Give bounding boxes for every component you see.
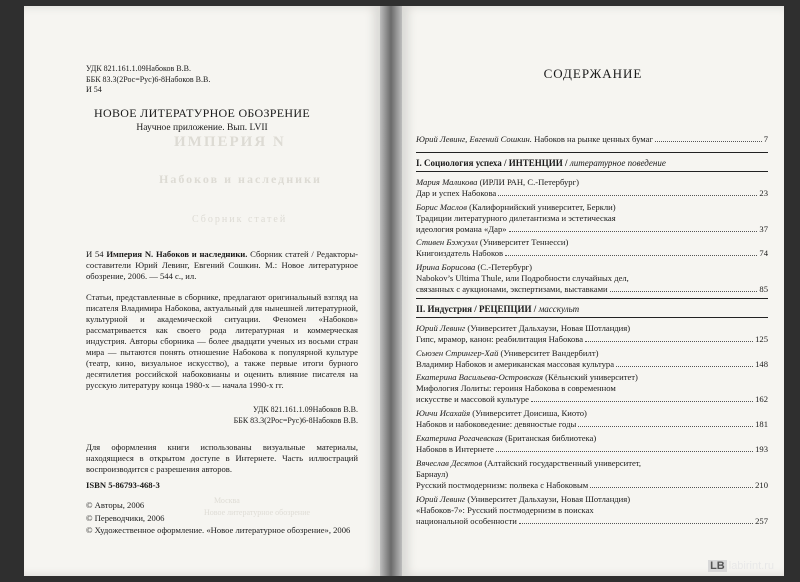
left-page: ИМПЕРИЯ N Набоков и наследники Сборник статей УДК 821.161.1.09Набоков В.В. ББК 83.3(2Рос=Рус)6-8Набоков В.В. И 54 НОВОЕ ЛИТЕРАТУРНОЕ ОБОЗРЕНИЕ Научное приложение. Вып. LVII И 54 Империя N. Набоков и наследники. Сборник статей / Редакторы-составители Юрий Левинг, Евгений Сошкин. М.: Новое литературное обозрение, 2006. — 544 с., ил. Статьи, представленные в сборнике, предлагают оригинальный взгляд на писателя Владимира Набокова, актуальный для нынешней литературной, культурной и академической ситуации. Феномен «Набоков» рассматривается как своего рода литературная и коммерческая индустрия. Авторы сборника — более двадцати ученых из восьми стран мира — пытаются понять отношение Набокова к популярной культуре (театр, кино, визуальное искусство), а также первые итоги бурного десятилетия российской набоковианы и оценить влияние писателя на русскую литературу конца 1980-х — начала 1990-х гг. УДК 821.161.1.09Набоков В.В. ББК 83.3(2Рос=Рус)6-8Набоков В.В. Для оформления книги использованы визуальные материалы, находящиеся в открытом доступе в Интернете. Часть иллюстраций воспроизводится с разрешения авторов. ISBN 5-86793-468-3 Москва Новое литературное обозрение © Авторы, 2006 © Переводчики, 2006 © Художественное оформление. «Новое литературное обозрение», 2006 (24, 6, 380, 576)
design-note: Для оформления книги использованы визуальные материалы, находящиеся в открытом доступе в Интернете. Часть иллюстраций воспроизводится с разрешения авторов. (86, 442, 358, 474)
right-page (402, 6, 784, 576)
toc-divider (416, 152, 768, 153)
toc-page-number: 37 (759, 224, 768, 234)
contents-title: СОДЕРЖАНИЕ (543, 66, 643, 81)
toc-affiliation: (ИРЛИ РАН, С.-Петербург) (479, 177, 579, 187)
toc-affiliation-cont: Барнаул) (416, 469, 449, 479)
udk-right-line: УДК 821.161.1.09Набоков В.В. (253, 405, 358, 414)
toc-affiliation: (Университет Дальхаузи, Новая Шотландия) (467, 323, 631, 333)
toc-entry (416, 323, 768, 345)
udk-right-block (234, 405, 358, 426)
toc-author: Юрий Левинг, Евгений Сошкин. (416, 134, 532, 144)
toc-entry (416, 237, 768, 259)
abstract-text: Статьи, представленные в сборнике, предлагают оригинальный взгляд на писателя Владимира Набокова, актуальный для нынешней литературной, культурной и академической ситуации. Феномен «Набоков» рассматривается как своего рода литературная и коммерческая индустрия. Авторы сборника — более двадцати ученых из восьми стран мира — пытаются понять отношение Набокова к популярной культуре (театр, кино, визуальное искусство), а также первые итоги бурного десятилетия российской набоковианы и оценить влияние писателя на русскую литературу конца 1980-х — начала 1990-х гг. (86, 292, 358, 390)
toc-entry-title: Гипс, мрамор, канон: реабилитация Набокова (416, 334, 584, 344)
toc-entry-title-cont: идеология романа «Дар» (416, 224, 507, 234)
section-heading-bold: I. Социология успеха / ИНТЕНЦИИ / (416, 158, 568, 168)
toc-entry-title: Владимир Набоков и американская массовая культура (416, 359, 615, 369)
toc-author: Екатерина Васильева-Островская (416, 372, 543, 382)
toc-entry (416, 372, 768, 405)
toc-divider (416, 298, 768, 299)
copyright-authors: © Авторы, 2006 (86, 500, 145, 510)
toc-affiliation: (Университет Дальхаузи, Новая Шотландия) (467, 494, 631, 504)
toc-entry (416, 262, 768, 295)
toc-affiliation: (Алтайский государственный университет, (484, 458, 642, 468)
toc-section-1-heading (416, 158, 768, 172)
toc-author: Сьюзен Стрингер-Хай (416, 348, 499, 358)
toc-entry-title: Русский постмодернизм: полвека с Набоковым (416, 480, 589, 490)
toc-author: Юрий Левинг (416, 494, 466, 504)
toc-entry (416, 202, 768, 235)
toc-entry-title: Набоков на рынке ценных бумаг (534, 134, 653, 144)
udk-line: УДК 821.161.1.09Набоков В.В. (86, 64, 191, 73)
toc-page-number: 85 (759, 284, 768, 294)
toc-page-number: 7 (763, 134, 768, 144)
section-heading-italic: масскульт (538, 304, 580, 314)
toc-page-number: 257 (755, 516, 768, 526)
bbk-line: ББК 83.3(2Рос=Рус)6-8Набоков В.В. (86, 74, 211, 84)
udk-block (86, 64, 210, 96)
watermark-text: labirint.ru (728, 560, 774, 572)
toc-entry-title: Книгоиздатель Набоков (416, 248, 504, 258)
toc-entry-title: Набоков в Интернете (416, 444, 494, 454)
bbk-right-line: ББК 83.3(2Рос=Рус)6-8Набоков В.В. (233, 415, 358, 425)
toc-author: Ирина Борисова (416, 262, 476, 272)
catalog-code: И 54 (86, 249, 104, 259)
catalog-description: Сборник статей / Редакторы-составители Юрий Левинг, Евгений Сошкин. М.: Новое литературное обозрение, 2006. — 544 с., ил. (86, 249, 358, 281)
catalog-title: Империя N. Набоков и наследники. (106, 249, 248, 259)
toc-entry-title: «Набоков-7»: Русский постмодернизм в поисках (416, 505, 594, 515)
toc-entry (416, 348, 768, 370)
toc-affiliation: (Университет Теннесси) (479, 237, 569, 247)
toc-author: Юичи Исахайя (416, 408, 471, 418)
toc-entry-title-cont: искусстве и массовой культуре (416, 394, 529, 404)
toc-page-number: 23 (759, 188, 768, 198)
toc-entry (416, 177, 768, 199)
toc-entry-title-cont: национальной особенности (416, 516, 517, 526)
toc-page-number: 193 (755, 444, 768, 454)
watermark (708, 560, 774, 572)
toc-affiliation: (Британская библиотека) (505, 433, 597, 443)
toc-entry (416, 408, 768, 430)
copyright-design: © Художественное оформление. «Новое литературное обозрение», 2006 (86, 525, 351, 535)
toc-author: Мария Маликова (416, 177, 478, 187)
toc-entry (416, 433, 768, 455)
toc-author: Борис Маслов (416, 202, 467, 212)
toc-page-number: 74 (759, 248, 768, 258)
publisher-name: НОВОЕ ЛИТЕРАТУРНОЕ ОБОЗРЕНИЕ (94, 106, 310, 120)
toc-entry (416, 458, 768, 491)
toc-page-number: 210 (755, 480, 768, 490)
toc-affiliation: (Кёльнский университет) (545, 372, 638, 382)
toc-entry-title: Nabokov’s Ultima Thule, или Подробности случайных дел, (416, 273, 629, 283)
toc-author: Вячеслав Десятов (416, 458, 483, 468)
toc-author: Стивен Бэжуэлл (416, 237, 478, 247)
toc-author: Екатерина Рогачевская (416, 433, 503, 443)
catalog-card (86, 249, 358, 282)
isbn: ISBN 5-86793-468-3 (86, 480, 160, 490)
toc-entry-title: Традиции литературного дилетантизма и эстетическая (416, 213, 616, 223)
toc-section-2-heading (416, 304, 768, 318)
toc-entry (416, 494, 768, 527)
toc-entry-title: Мифология Лолиты: героиня Набокова в современном (416, 383, 616, 393)
toc-affiliation: (Калифорнийский университет, Беркли) (469, 202, 616, 212)
toc-page-number: 125 (755, 334, 768, 344)
section-heading-italic: литературное поведение (569, 158, 666, 168)
toc-intro-entry (416, 134, 768, 145)
toc-entry-title-cont: связанных с аукционами, экспертизами, выставками (416, 284, 608, 294)
toc-page-number: 148 (755, 359, 768, 369)
toc-entry-title: Дар и успех Набокова (416, 188, 497, 198)
toc-affiliation: (Университет Доисиша, Киото) (472, 408, 587, 418)
toc-entry-title: Набоков и набоковедение: девяностые годы (416, 419, 577, 429)
series-supplement: Научное приложение. Вып. LVII (136, 123, 268, 133)
copyright-block (86, 499, 350, 537)
book-gutter (380, 6, 402, 576)
toc-affiliation: (Университет Вандербилт) (500, 348, 599, 358)
toc-author: Юрий Левинг (416, 323, 466, 333)
watermark-badge: LB (710, 560, 725, 572)
toc-page-number: 181 (755, 419, 768, 429)
toc-page-number: 162 (755, 394, 768, 404)
author-mark: И 54 (86, 85, 102, 95)
section-heading-bold: II. Индустрия / РЕЦЕПЦИИ / (416, 304, 537, 314)
copyright-translators: © Переводчики, 2006 (86, 512, 165, 523)
toc-affiliation: (С.-Петербург) (477, 262, 533, 272)
